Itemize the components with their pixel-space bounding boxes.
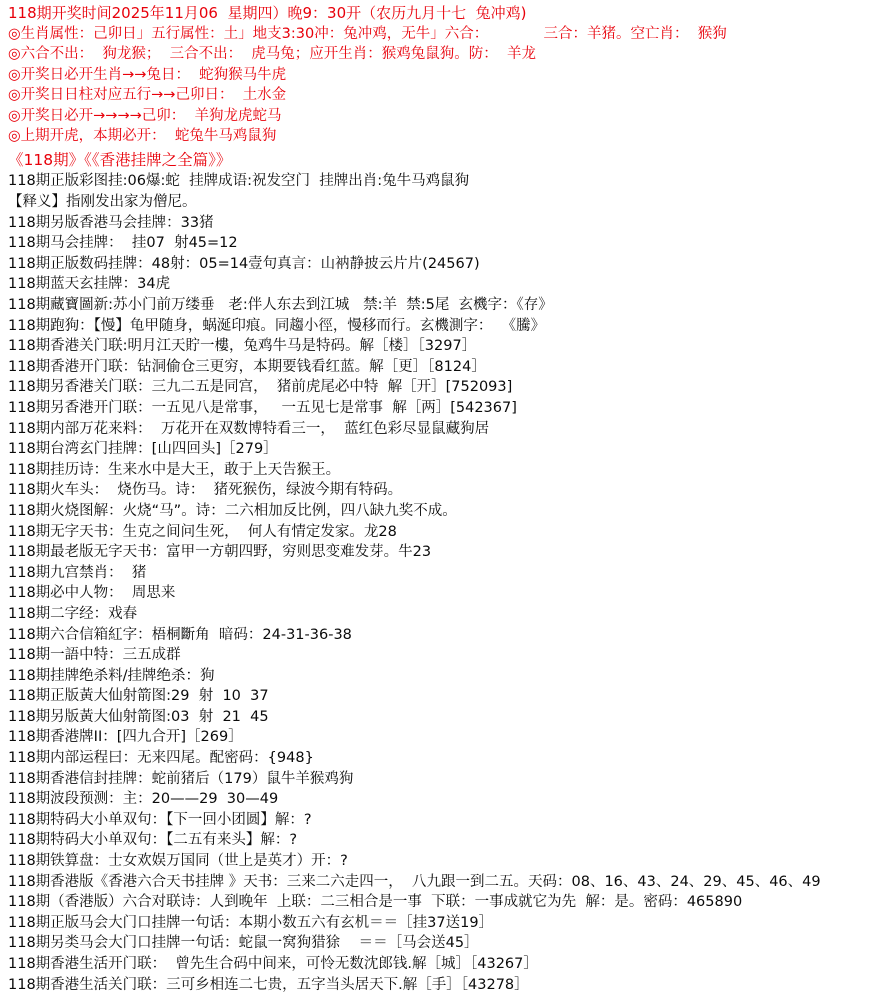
body-line-28: 118期香港牌II：[四九合开]［269］	[8, 729, 243, 746]
body-line-17: 118期火烧图解：火烧“马”。诗：二六相加反比例，四八缺九奖不成。	[8, 502, 457, 519]
meta-line-1: ◎生肖属性：己卯日」五行属性：土」地支3:30冲：兔冲鸡，无牛」六合： 三合：羊猪。空亡肖： 猴狗	[8, 26, 727, 42]
section-title: 《118期》《《香港挂牌之全篇》》	[8, 151, 232, 170]
body-line-25: 118期挂牌绝杀料/挂牌绝杀：狗	[8, 667, 215, 684]
body-line-26: 118期正版黃大仙射箭图:29 射 10 37	[8, 688, 269, 705]
body-line-33: 118期特码大小单双句：【二五有来头】解：?	[8, 832, 298, 849]
body-line-35: 118期香港版《香港六合天书挂牌 》天书：三来二六走四一， 八九跟一到二五。天码：08、16、43、24、29、45、46、49	[8, 873, 821, 890]
body-line-5: 118期正版数码挂牌：48射：05=14壹句真言：山衲静披云片片(24567)	[8, 255, 480, 272]
body-line-23: 118期六合信箱紅字：梧桐斷角 暗码：24-31-36-38	[8, 626, 352, 643]
body-line-30: 118期香港信封挂牌：蛇前猪后（179）鼠牛羊猴鸡狗	[8, 770, 354, 787]
body-line-32: 118期特码大小单双句：【下一回小团圆】解：?	[8, 811, 312, 828]
body-line-13: 118期内部万花来料： 万花开在双数博特看三一， 蓝红色彩尽显鼠藏狗居	[8, 420, 490, 437]
body-line-4: 118期马会挂牌： 挂07 射45=12	[8, 235, 238, 252]
body-line-15: 118期挂历诗：生来水中是大王，敢于上天告猴王。	[8, 461, 341, 478]
open-time-header: 118期开奖时间2025年11月06 星期四）晚9：30开（农历九月十七 兔冲鸡)	[8, 4, 527, 22]
meta-line-5: ◎开奖日必开→→→→己卯： 羊狗龙虎蛇马	[8, 107, 282, 124]
body-line-31: 118期波段预测：主：20——29 30—49	[8, 791, 279, 808]
body-line-18: 118期无字天书：生克之间问生死， 何人有情定发家。龙28	[8, 523, 397, 540]
body-line-20: 118期九宫禁肖： 猪	[8, 564, 147, 581]
body-line-36: 118期（香港版）六合对联诗：人到晚年 上联：二三相合是一事 下联：一事成就它为先 解：是。密码：465890	[8, 894, 743, 911]
body-line-22: 118期二字经：戏春	[8, 605, 138, 622]
body-line-16: 118期火车头： 烧伤马。诗： 猪死猴伤，绿波今期有特码。	[8, 482, 403, 499]
body-line-10: 118期香港开门联：钻洞偷仓三更穷，本期要钱看红蓝。解［更］［8124］	[8, 358, 486, 375]
body-line-11: 118期另香港关门联：三九二五是同宫， 猪前虎尾必中特 解［开］[752093]	[8, 379, 513, 396]
body-line-21: 118期必中人物： 周思来	[8, 585, 176, 602]
body-line-1: 118期正版彩图挂:06爆:蛇 挂牌成语:祝发空门 挂牌出肖:兔牛马鸡鼠狗	[8, 173, 470, 190]
body-line-39: 118期香港生活开门联： 曾先生合码中间来，可怜无数沈郎钱.解［城］［43267］	[8, 956, 538, 972]
meta-line-2: ◎六合不出： 狗龙猴； 三合不出： 虎马兔；应开生肖：猴鸡兔鼠狗。防： 羊龙	[8, 46, 537, 63]
body-line-3: 118期另版香港马会挂牌：33猪	[8, 214, 214, 231]
body-line-14: 118期台湾玄门挂牌：[山四回头]［279］	[8, 441, 278, 458]
body-line-2: 【释义】指刚发出家为僧尼。	[8, 194, 197, 211]
body-line-37: 118期正版马会大门口挂牌一句话：本期小数五六有玄机＝＝［挂37送19］	[8, 914, 494, 931]
body-line-34: 118期铁算盘：士女欢娱万国同（世上是英才）开：?	[8, 853, 348, 870]
body-line-24: 118期一語中特：三五成群	[8, 647, 181, 664]
meta-line-3: ◎开奖日必开生肖→→兔日： 蛇狗猴马牛虎	[8, 66, 287, 83]
body-line-27: 118期另版黃大仙射箭图:03 射 21 45	[8, 708, 269, 725]
meta-line-6: ◎上期开虎，本期必开： 蛇兔牛马鸡鼠狗	[8, 128, 277, 145]
body-line-9: 118期香港关门联:明月江天貯一樓，兔鸡牛马是特码。解［楼］［3297］	[8, 338, 477, 355]
body-line-19: 118期最老版无字天书：富甲一方朝四野，穷则思变难发芽。牛23	[8, 544, 432, 561]
body-line-12: 118期另香港开门联：一五见八是常事， 一五见七是常事 解［两］[542367]	[8, 399, 517, 416]
meta-line-4: ◎开奖日日柱对应五行→→己卯日： 土水金	[8, 87, 287, 104]
body-line-29: 118期内部运程曰：无来四尾。配密码：{948}	[8, 750, 314, 767]
body-line-6: 118期蓝天玄挂牌：34虎	[8, 276, 171, 293]
body-line-40: 118期香港生活关门联：三可乡相连二七贵，五字当头居天下.解［手］［43278］	[8, 976, 529, 993]
body-line-8: 118期跑狗：【慢】龟甲随身，蜗涎印痕。同趨小徑，慢移而行。玄機測字： 《騰》	[8, 317, 546, 334]
body-line-38: 118期另类马会大门口挂牌一句话：蛇鼠一窝狗猎狳 ＝＝［马会送45］	[8, 935, 479, 952]
body-line-7: 118期藏寶圖新:苏小门前万缕垂 老:伴人东去到江城 禁:羊 禁:5尾 玄機字：《存》	[8, 297, 553, 313]
